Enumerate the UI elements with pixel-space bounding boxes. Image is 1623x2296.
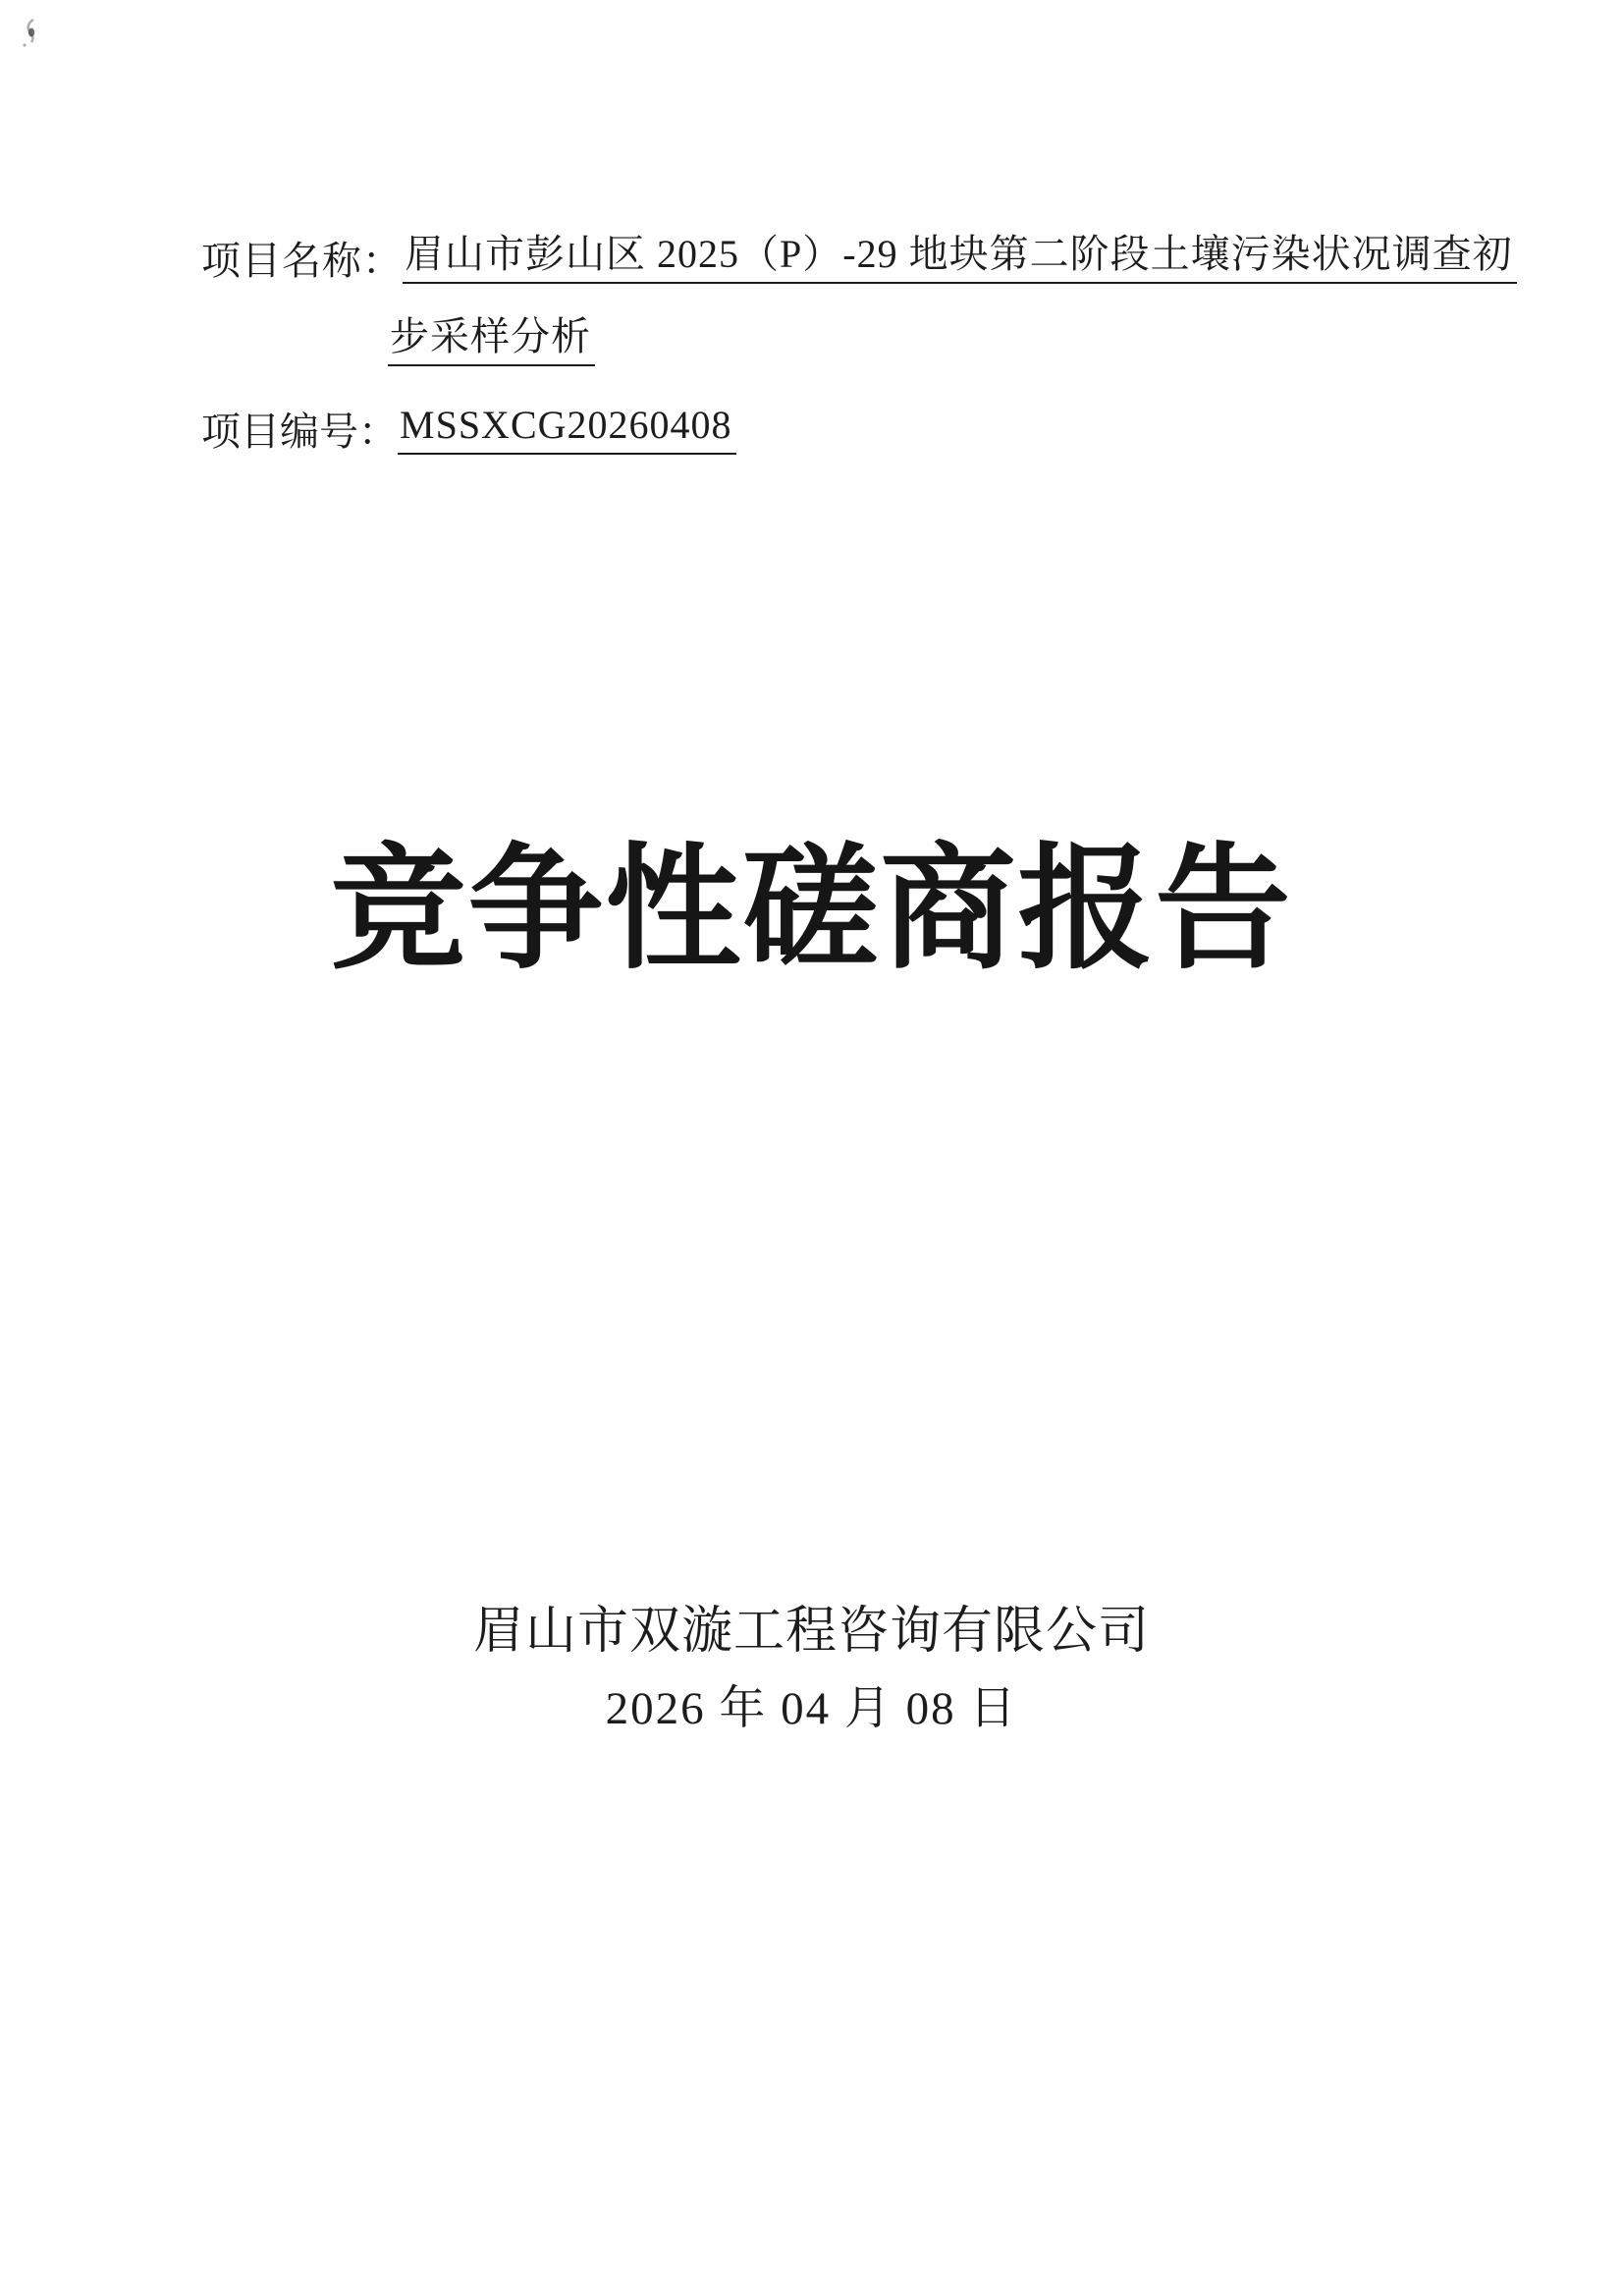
project-name-value-line2: 步采样分析 (388, 314, 595, 366)
project-code-row (201, 403, 736, 455)
project-name-row (201, 232, 1513, 284)
document-date: 2026 年 04 月 08 日 (605, 1683, 1018, 1734)
scan-ink-mark-icon (18, 16, 57, 59)
project-code-value: MSSXCG20260408 (398, 403, 736, 455)
project-name-row-continued (388, 314, 595, 366)
project-name-label: 项目名称： (201, 239, 403, 283)
project-name-value-line1: 眉山市彭山区 2025（P）-29 地块第二阶段土壤污染状况调查初 (403, 232, 1517, 284)
project-code-label: 项目编号： (201, 410, 398, 454)
document-title: 竞争性磋商报告 (330, 835, 1293, 985)
company-name: 眉山市双漩工程咨询有限公司 (472, 1604, 1150, 1660)
